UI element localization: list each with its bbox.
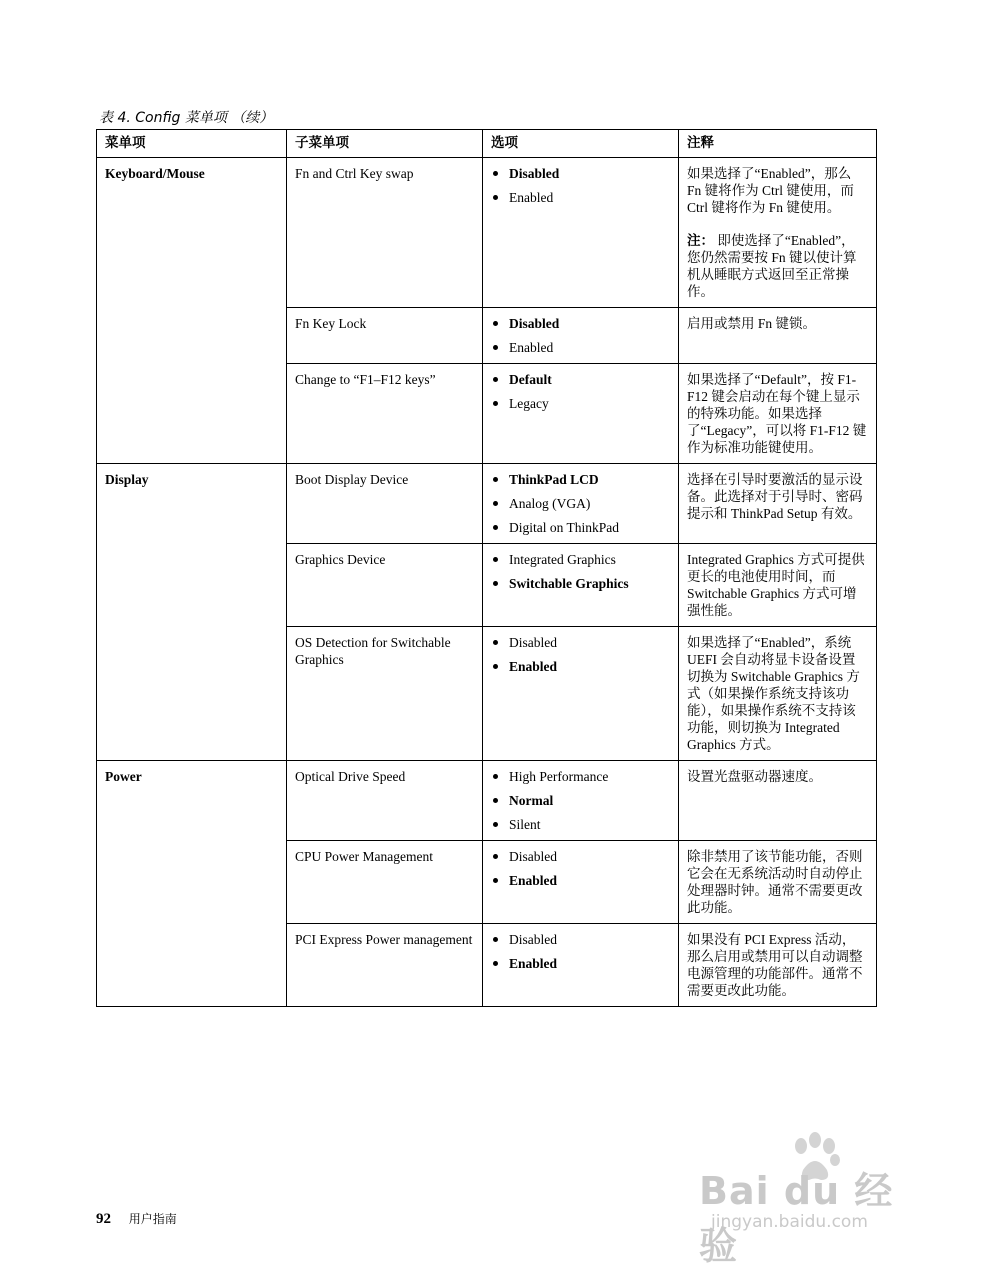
note-text: 选择在引导时要激活的显示设备。此选择对于引导时、密码提示和 ThinkPad Setup 有效。: [687, 472, 863, 521]
option-item: Disabled: [491, 315, 670, 332]
notes-cell: [679, 841, 877, 924]
submenu-item-cell: PCI Express Power management: [287, 924, 483, 1007]
menu-item-cell: Display: [97, 464, 287, 761]
page-number: 92: [96, 1211, 111, 1227]
options-cell: [483, 544, 679, 627]
options-list: [491, 315, 670, 356]
header-submenu-item: 子菜单项: [287, 130, 483, 158]
option-item: Enabled: [491, 189, 670, 206]
menu-item-cell: Power: [97, 761, 287, 1007]
notes-cell: [679, 761, 877, 841]
notes-cell: [679, 627, 877, 761]
note-label: 注：: [687, 233, 714, 248]
note-text: 如果选择了“Default”，按 F1-F12 键会启动在每个键上显示的特殊功能。如果选择了“Legacy”，可以将 F1-F12 键作为标准功能键使用。: [687, 372, 867, 455]
table-row: [97, 761, 877, 841]
note-text: 如果选择了“Enabled”，那么 Fn 键将作为 Ctrl 键使用，而 Ctrl 键将作为 Fn 键使用。: [687, 166, 854, 215]
options-cell: [483, 158, 679, 308]
watermark: [699, 1130, 929, 1268]
header-menu-item: 菜单项: [97, 130, 287, 158]
options-list: [491, 551, 670, 592]
submenu-item-cell: Optical Drive Speed: [287, 761, 483, 841]
option-item: Normal: [491, 792, 670, 809]
option-item: Default: [491, 371, 670, 388]
table-body: [97, 158, 877, 1007]
watermark-brand: Bai du 经验: [699, 1169, 894, 1268]
options-cell: [483, 761, 679, 841]
submenu-item-cell: OS Detection for Switchable Graphics: [287, 627, 483, 761]
options-list: [491, 165, 670, 206]
notes-cell: [679, 464, 877, 544]
option-item: High Performance: [491, 768, 670, 785]
table-row: [97, 158, 877, 308]
option-item: Legacy: [491, 395, 670, 412]
note-text: 如果选择了“Enabled”，系统 UEFI 会自动将显卡设备设置切换为 Switchable Graphics 方式（如果操作系统支持该功能），如果操作系统不支持该功能，则切换为 Integrated Graphics 方式。: [687, 635, 860, 752]
option-item: Silent: [491, 816, 670, 833]
notes-cell: [679, 924, 877, 1007]
submenu-item-cell: Graphics Device: [287, 544, 483, 627]
options-cell: [483, 308, 679, 364]
option-item: Enabled: [491, 955, 670, 972]
option-item: Digital on ThinkPad: [491, 519, 670, 536]
options-list: [491, 931, 670, 972]
notes-cell: [679, 308, 877, 364]
option-item: Switchable Graphics: [491, 575, 670, 592]
config-menu-table: [96, 129, 877, 1007]
option-item: Enabled: [491, 872, 670, 889]
note-text: 设置光盘驱动器速度。: [687, 769, 822, 784]
options-cell: [483, 464, 679, 544]
note-text: 启用或禁用 Fn 键锁。: [687, 316, 817, 331]
submenu-item-cell: Change to “F1–F12 keys”: [287, 364, 483, 464]
header-notes: 注释: [679, 130, 877, 158]
option-item: Analog (VGA): [491, 495, 670, 512]
options-list: [491, 768, 670, 833]
footer-title: 用户指南: [128, 1212, 177, 1226]
option-item: Integrated Graphics: [491, 551, 670, 568]
note-text: Integrated Graphics 方式可提供更长的电池使用时间，而 Switchable Graphics 方式可增强性能。: [687, 552, 865, 618]
options-list: [491, 471, 670, 536]
menu-item-cell: Keyboard/Mouse: [97, 158, 287, 464]
notes-cell: [679, 158, 877, 308]
notes-cell: [679, 364, 877, 464]
option-item: Disabled: [491, 931, 670, 948]
page-footer: [96, 1210, 177, 1228]
submenu-item-cell: Fn Key Lock: [287, 308, 483, 364]
submenu-item-cell: Boot Display Device: [287, 464, 483, 544]
table-caption: 表 4. Config 菜单项 （续）: [99, 110, 274, 126]
note-text: 如果没有 PCI Express 活动，那么启用或禁用可以自动调整电源管理的功能部件。通常不需要更改此功能。: [687, 932, 863, 998]
option-item: ThinkPad LCD: [491, 471, 670, 488]
options-cell: [483, 364, 679, 464]
option-item: Enabled: [491, 658, 670, 675]
watermark-url: jingyan.baidu.com: [711, 1212, 868, 1232]
options-list: [491, 848, 670, 889]
header-options: 选项: [483, 130, 679, 158]
note-text: 除非禁用了该节能功能，否则它会在无系统活动时自动停止处理器时钟。通常不需要更改此功能。: [687, 849, 863, 915]
notes-cell: [679, 544, 877, 627]
options-cell: [483, 924, 679, 1007]
table-row: [97, 464, 877, 544]
options-cell: [483, 841, 679, 924]
options-cell: [483, 627, 679, 761]
option-item: Disabled: [491, 165, 670, 182]
note-remark-text: 即使选择了“Enabled”，您仍然需要按 Fn 键以使计算机从睡眠方式返回至正常操作。: [687, 233, 857, 299]
option-item: Disabled: [491, 634, 670, 651]
submenu-item-cell: Fn and Ctrl Key swap: [287, 158, 483, 308]
note-remark: [687, 232, 868, 300]
submenu-item-cell: CPU Power Management: [287, 841, 483, 924]
options-list: [491, 634, 670, 675]
table-header-row: [97, 130, 877, 158]
option-item: Disabled: [491, 848, 670, 865]
options-list: [491, 371, 670, 412]
option-item: Enabled: [491, 339, 670, 356]
